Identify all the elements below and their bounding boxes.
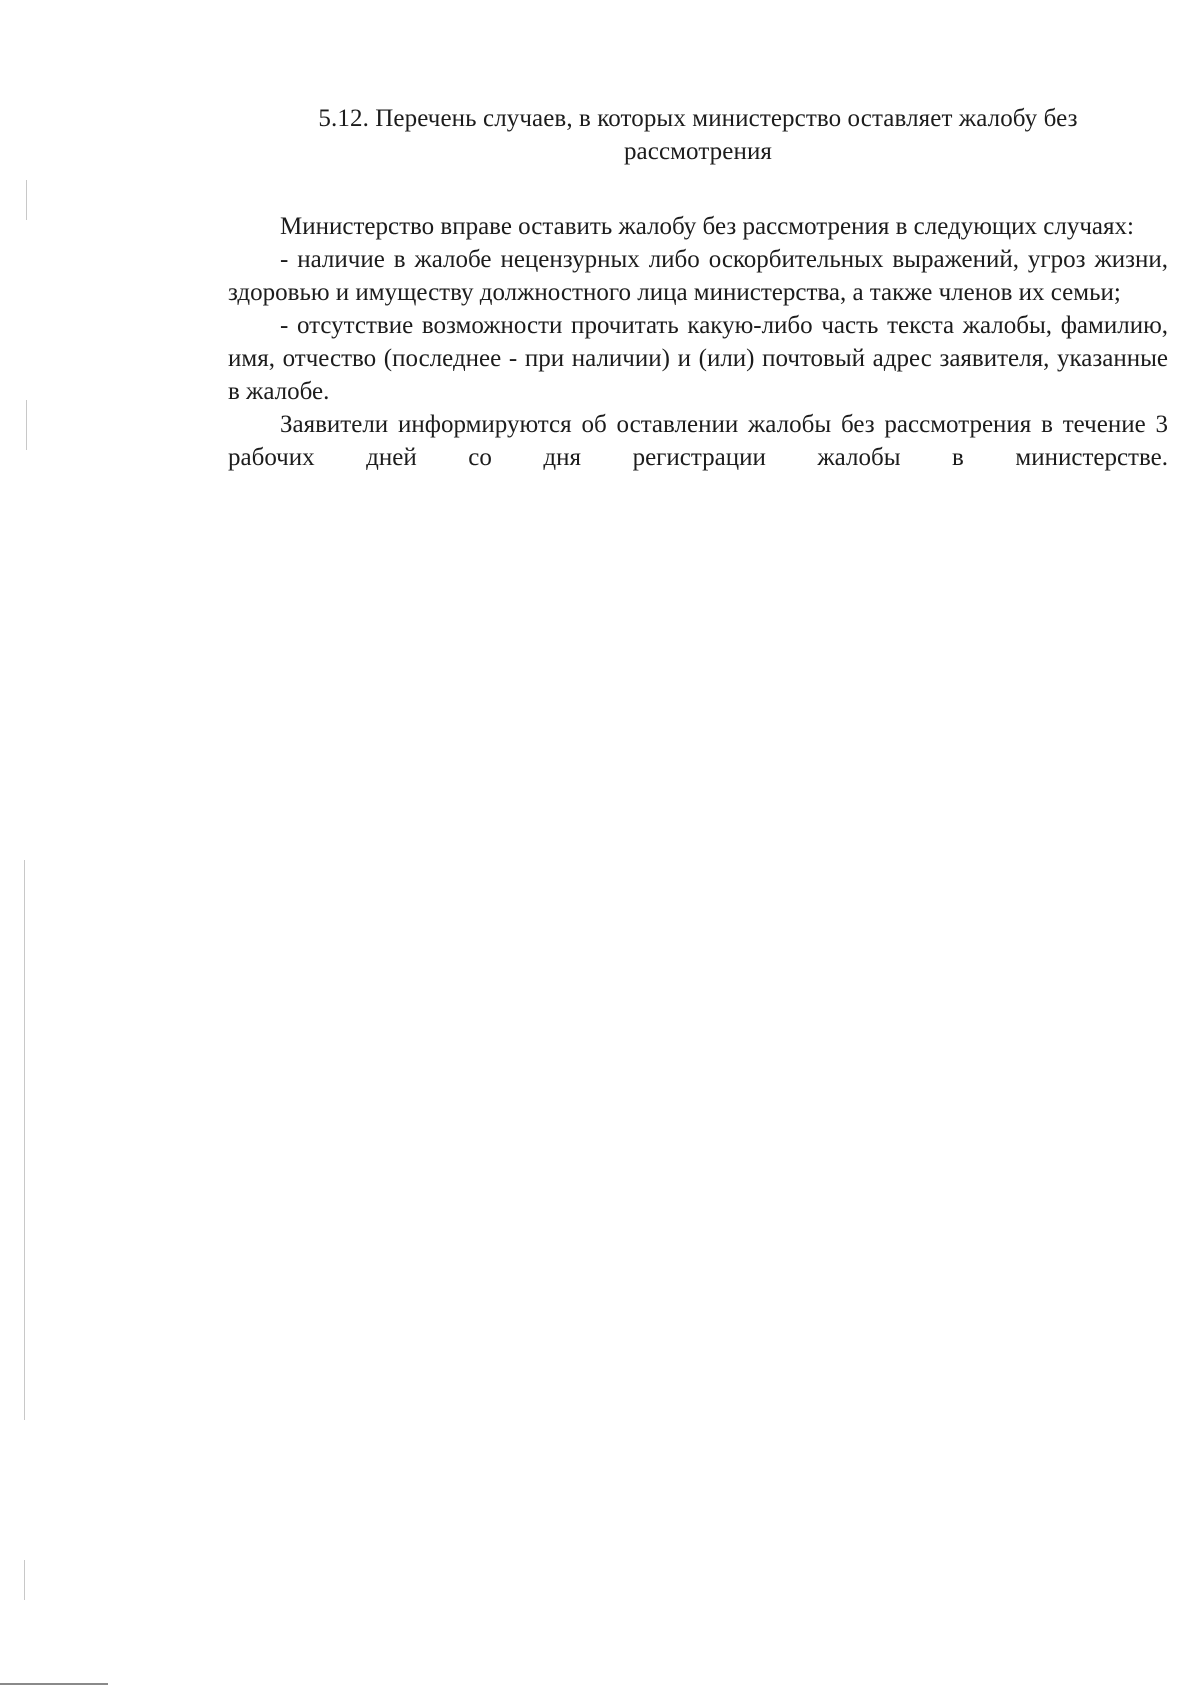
scan-artifact-mark <box>26 180 27 220</box>
section-heading-line-2: рассмотрения <box>623 138 773 165</box>
scan-artifact-mark <box>26 400 27 450</box>
paragraph-case-offensive: - наличие в жалобе нецензурных либо оскорбительных выражений, угроз жизни, здоровью и имуществу должностного лица министерства, а также членов их семьи; <box>228 246 1168 306</box>
scan-artifact-line <box>0 1683 108 1685</box>
paragraph-case-unreadable: - отсутствие возможности прочитать какую-либо часть текста жалобы, фамилию, имя, отчество (последнее - при наличии) и (или) почтовый адрес заявителя, указанные в жалобе. <box>228 312 1168 405</box>
scan-artifact-mark <box>24 1560 25 1600</box>
paragraph-intro: Министерство вправе оставить жалобу без рассмотрения в следующих случаях: <box>280 213 1134 240</box>
paragraph-notification: Заявители информируются об оставлении жалобы без рассмотрения в течение 3 рабочих дней со дня регистрации жалобы в министерстве. <box>228 411 1168 471</box>
scan-artifact-mark <box>24 860 25 1420</box>
section-body <box>228 210 1168 474</box>
section-heading-line-1: 5.12. Перечень случаев, в которых министерство оставляет жалобу без <box>318 105 1078 132</box>
section-heading <box>228 102 1168 168</box>
